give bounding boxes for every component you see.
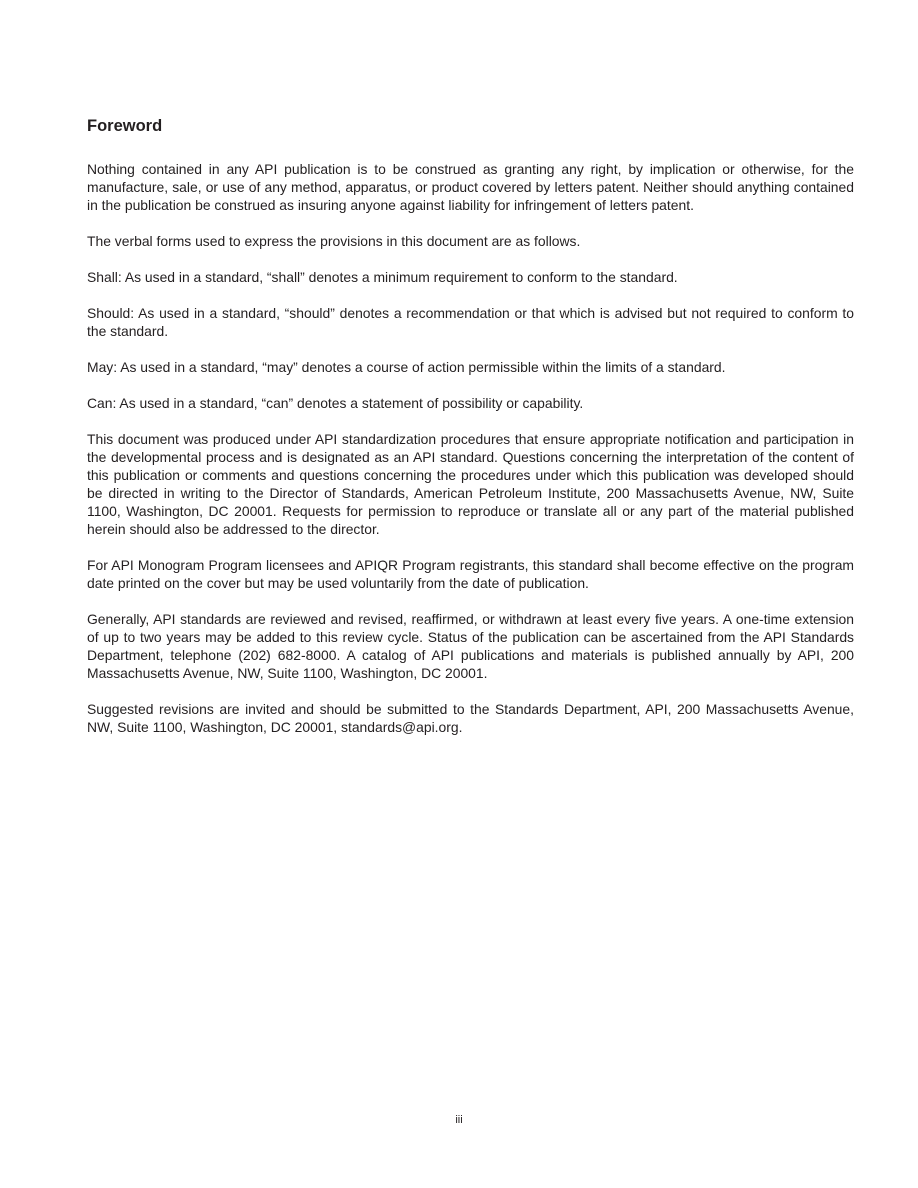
paragraph-suggested-revisions: Suggested revisions are invited and should be submitted to the Standards Department, API, 200 Massachusetts Avenue, NW, Suite 1100, Washington, DC 20001, standards@api.org. xyxy=(87,701,854,735)
paragraph-patent-disclaimer: Nothing contained in any API publication is to be construed as granting any right, by implication or otherwise, for the manufacture, sale, or use of any method, apparatus, or product covered by letters patent. Neither should anything contained in the publication be construed as insuring anyone against liability for infringement of letters patent. xyxy=(87,161,854,213)
paragraph-shall-definition: Shall: As used in a standard, “shall” denotes a minimum requirement to conform to the standard. xyxy=(87,269,678,285)
paragraph-review-cycle: Generally, API standards are reviewed and revised, reaffirmed, or withdrawn at least every five years. A one-time extension of up to two years may be added to this review cycle. Status of the publication can be ascertained from the API Standards Department, telephone (202) 682-8000. A catalog of API publications and materials is published annually by API, 200 Massachusetts Avenue, NW, Suite 1100, Washington, DC 20001. xyxy=(87,611,854,681)
paragraph-may-definition: May: As used in a standard, “may” denotes a course of action permissible within the limits of a standard. xyxy=(87,359,726,375)
paragraph-standardization-procedures: This document was produced under API standardization procedures that ensure appropriate notification and participation in the developmental process and is designated as an API standard. Questions concerning the interpretation of the content of this publication or comments and questions concerning the procedures under which this publication was developed should be directed in writing to the Director of Standards, American Petroleum Institute, 200 Massachusetts Avenue, NW, Suite 1100, Washington, DC 20001. Requests for permission to reproduce or translate all or any part of the material published herein should also be addressed to the director. xyxy=(87,431,854,537)
paragraph-effective-date: For API Monogram Program licensees and APIQR Program registrants, this standard shall become effective on the program date printed on the cover but may be used voluntarily from the date of publication. xyxy=(87,557,854,591)
paragraph-verbal-forms-intro: The verbal forms used to express the provisions in this document are as follows. xyxy=(87,233,581,249)
page-number: iii xyxy=(455,1114,463,1126)
foreword-body xyxy=(87,160,854,754)
paragraph-should-definition: Should: As used in a standard, “should” denotes a recommendation or that which is advised but not required to conform to the standard. xyxy=(87,305,854,339)
page-title: Foreword xyxy=(87,117,163,135)
paragraph-can-definition: Can: As used in a standard, “can” denotes a statement of possibility or capability. xyxy=(87,395,584,411)
